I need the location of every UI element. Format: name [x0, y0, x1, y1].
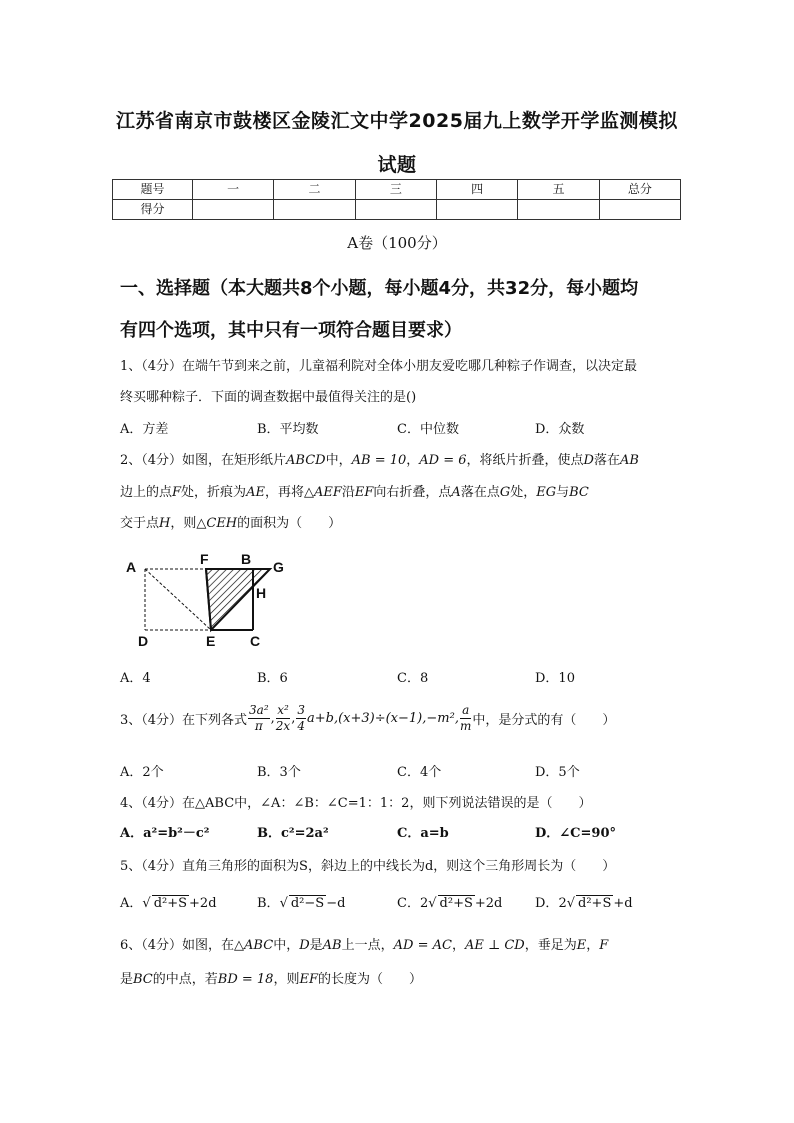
- q3-option-a: A．2个: [120, 765, 164, 780]
- q5-option-radicand: d²+S: [578, 896, 612, 911]
- q6-text: ，则: [273, 972, 300, 987]
- score-cell: [518, 200, 599, 220]
- q3-fraction-1: [248, 703, 270, 734]
- q6-math: BD = 18: [217, 972, 274, 987]
- q3-line: [120, 703, 615, 734]
- q6-text: ，: [586, 938, 600, 953]
- exam-title-line2: 试题: [377, 154, 417, 176]
- q5-option-a: A．√ d²+S +2d: [120, 896, 217, 911]
- q5-option-label: A．: [120, 896, 143, 911]
- q2-math: △CEH: [196, 516, 238, 531]
- q2-text: 沿: [341, 485, 355, 500]
- q6-text: 的长度为（ ）: [318, 972, 423, 987]
- q5-option-tail: +d: [613, 896, 633, 911]
- q3-fraction-3: [296, 703, 306, 734]
- label-d: D: [138, 633, 149, 649]
- q4-option-a: A．a²=b²－c²: [120, 826, 210, 841]
- q6-text: 上一点，: [341, 938, 394, 953]
- q2-option-c: C．8: [397, 671, 429, 686]
- label-b: B: [241, 551, 252, 567]
- q6-text: 中，: [273, 938, 300, 953]
- score-cell: [193, 200, 274, 220]
- q2-math: EF: [354, 485, 374, 500]
- q5-option-radicand: d²+S: [439, 896, 473, 911]
- q3-fraction-4: [460, 703, 471, 734]
- q6-text: 6、（4分）如图，在: [120, 938, 235, 953]
- q3-fraction-2: [276, 703, 290, 734]
- q2-option-b: B．6: [257, 671, 288, 686]
- q2-math: A: [451, 485, 461, 500]
- q2-math: G: [499, 485, 511, 500]
- score-header-cell: 四: [436, 180, 517, 200]
- q1-option-c: C．中位数: [397, 422, 459, 437]
- q2-line1: [120, 449, 639, 468]
- label-h: H: [256, 585, 267, 601]
- q2-math: ABCD: [286, 453, 326, 468]
- label-e: E: [206, 633, 216, 649]
- q6-text: 是: [120, 972, 134, 987]
- q2-math: H: [159, 516, 171, 531]
- q6-text: ，: [451, 938, 465, 953]
- q2-math: BC: [569, 485, 589, 500]
- q6-text: 的中点，若: [152, 972, 218, 987]
- q5-option-label: B．: [257, 896, 280, 911]
- score-header-cell: 总分: [599, 180, 680, 200]
- q2-option-a: A．4: [120, 671, 151, 686]
- score-table-header-row: [113, 180, 681, 200]
- q6-math: △ABC: [234, 938, 274, 953]
- q3-suffix: 中，是分式的有（ ）: [472, 713, 616, 728]
- q2-text: 向右折叠，点: [373, 485, 452, 500]
- q2-text: 2、（4分）如图，在矩形纸片: [120, 453, 287, 468]
- q3-f4-numerator: a: [460, 703, 471, 719]
- q5-option-label: C．: [397, 896, 420, 911]
- q5-option-d: D．2√ d²+S +d: [535, 896, 633, 911]
- part1-heading-line2: 有四个选项，其中只有一项符合题目要求）: [120, 320, 462, 341]
- q1-option-d: D．众数: [535, 422, 585, 437]
- q2-text: 处，: [510, 485, 537, 500]
- q6-math: AB: [322, 938, 342, 953]
- q3-option-d: D．5个: [535, 765, 580, 780]
- q2-text: ，将纸片折叠，使点: [466, 453, 584, 468]
- q6-math: F: [599, 938, 609, 953]
- q2-text: 处，折痕为: [181, 485, 247, 500]
- score-table: [112, 179, 681, 220]
- part1-heading-line1: 一、选择题（本大题共8个小题，每小题4分，共32分，每小题均: [120, 278, 639, 299]
- q1-line1: 1、（4分）在端午节到来之前，儿童福利院对全体小朋友爱吃哪几种粽子作调查，以决定最: [120, 359, 638, 374]
- q6-text: ，垂足为: [524, 938, 577, 953]
- q1-line2: 终买哪种粽子．下面的调查数据中最值得关注的是(): [120, 390, 417, 405]
- q6-math: EF: [299, 972, 318, 987]
- score-header-cell: 题号: [113, 180, 193, 200]
- q2-text: 落在: [593, 453, 620, 468]
- q2-math: △AEF: [303, 485, 342, 500]
- q6-text: 是: [309, 938, 323, 953]
- q2-math: AD = 6: [419, 453, 467, 468]
- label-a: A: [126, 559, 137, 575]
- score-header-cell: 一: [193, 180, 274, 200]
- q5-option-coef: 2: [558, 896, 567, 911]
- q3-f4-denominator: m: [459, 719, 472, 733]
- q4-line: 4、（4分）在△ABC中，∠A：∠B：∠C=1：1：2，则下列说法错误的是（ ）: [120, 796, 592, 811]
- q6-math: D: [299, 938, 310, 953]
- q2-text: 交于点: [120, 516, 160, 531]
- q3-prefix: 3、（4分）在下列各式: [120, 713, 248, 728]
- q6-math: E: [576, 938, 587, 953]
- q2-text: ，再将: [264, 485, 304, 500]
- score-cell: [436, 200, 517, 220]
- q4-option-c: C．a=b: [397, 826, 449, 841]
- crease-ae: [145, 569, 211, 630]
- q6-line1: [120, 934, 608, 953]
- q2-text: 的面积为（ ）: [237, 516, 342, 531]
- q3-f1-numerator: 3a²: [249, 703, 269, 717]
- q2-text: 落在点: [460, 485, 500, 500]
- q2-text: 中，: [325, 453, 352, 468]
- score-cell: [355, 200, 436, 220]
- score-table-score-row: [113, 200, 681, 220]
- q3-comma: ,: [291, 711, 296, 726]
- q6-math: BC: [133, 972, 153, 987]
- score-header-cell: 三: [355, 180, 436, 200]
- exam-title-line1: 江苏省南京市鼓楼区金陵汇文中学2025届九上数学开学监测模拟: [116, 110, 678, 132]
- q3-option-b: B．3个: [257, 765, 301, 780]
- q2-line2: [120, 481, 589, 500]
- label-g: G: [273, 559, 284, 575]
- q1-option-b: B．平均数: [257, 422, 319, 437]
- score-header-cell: 二: [274, 180, 355, 200]
- q3-f3-numerator: 3: [297, 703, 305, 717]
- q2-option-d: D．10: [535, 671, 575, 686]
- q4-option-d: D．∠C=90°: [535, 826, 616, 841]
- q2-math: EG: [536, 485, 557, 500]
- q3-comma: ,: [270, 711, 275, 726]
- label-f: F: [200, 551, 209, 567]
- q2-math: AB: [620, 453, 639, 468]
- q5-option-b: B．√ d²−S −d: [257, 896, 346, 911]
- q2-text: 边上的点: [120, 485, 173, 500]
- score-cell: [599, 200, 680, 220]
- q5-option-label: D．: [535, 896, 559, 911]
- q3-f3-denominator: 4: [297, 719, 305, 733]
- score-header-cell: 五: [518, 180, 599, 200]
- label-c: C: [250, 633, 261, 649]
- q2-rectangle-fold-figure: [118, 550, 298, 650]
- q2-math: AB = 10: [351, 453, 407, 468]
- q2-text: ，则: [170, 516, 197, 531]
- q5-option-c: C．2√ d²+S +2d: [397, 896, 503, 911]
- q3-expressions: a+b,(x+3)÷(x−1),−m²,: [306, 711, 459, 726]
- q5-option-radicand: d²−S: [290, 896, 325, 911]
- q4-option-b: B．c²=2a²: [257, 826, 329, 841]
- q5-option-tail: −d: [326, 896, 346, 911]
- score-row-label: 得分: [113, 200, 193, 220]
- section-a-heading: A卷（100分）: [347, 234, 447, 252]
- q6-line2: [120, 968, 422, 987]
- score-cell: [274, 200, 355, 220]
- q5-option-tail: +2d: [189, 896, 217, 911]
- q3-f2-numerator: x²: [277, 703, 289, 717]
- q3-f2-denominator: 2x: [275, 719, 291, 733]
- q2-line3: [120, 512, 341, 531]
- q5-option-radicand: d²+S: [153, 896, 188, 911]
- q2-math: AE: [246, 485, 265, 500]
- q6-math: AE ⊥ CD: [464, 938, 525, 953]
- q3-f1-denominator: π: [254, 719, 263, 733]
- q2-text: ，: [406, 453, 420, 468]
- q3-option-c: C．4个: [397, 765, 442, 780]
- q6-math: AD = AC: [393, 938, 452, 953]
- q2-math: D: [583, 453, 594, 468]
- q2-text: 与: [556, 485, 570, 500]
- q1-option-a: A．方差: [120, 422, 169, 437]
- q2-math: F: [172, 485, 182, 500]
- q5-option-coef: 2: [419, 896, 429, 911]
- q5-line: 5、（4分）直角三角形的面积为S，斜边上的中线长为d，则这个三角形周长为（ ）: [120, 859, 616, 874]
- q5-option-tail: +2d: [474, 896, 503, 911]
